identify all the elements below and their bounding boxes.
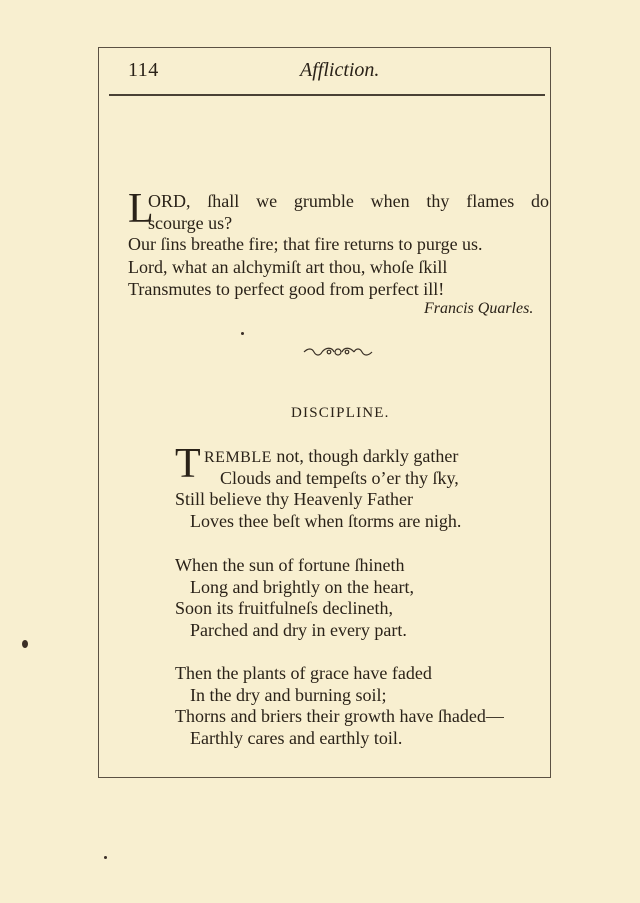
ink-speck <box>104 856 107 859</box>
poem-line: When the sun of fortune ſhineth <box>175 555 405 575</box>
page-number: 114 <box>128 59 159 81</box>
poem-line: Transmutes to perfect good from perfect ill! <box>128 279 445 299</box>
poem-line: Soon its fruitfulneſs declineth, <box>175 598 393 618</box>
poem-line: Then the plants of grace have faded <box>175 663 432 683</box>
small-caps-word: REMBLE <box>204 449 272 466</box>
drop-cap: T <box>175 441 201 487</box>
ink-speck <box>22 640 28 648</box>
poem-line: Loves thee beſt when ſtorms are nigh. <box>190 511 462 531</box>
poem-line: Parched and dry in every part. <box>190 620 407 640</box>
poem-line: Earthly cares and earthly toil. <box>190 728 403 748</box>
poem-attribution: Francis Quarles. <box>424 300 534 317</box>
running-head: Affliction. <box>300 59 380 81</box>
drop-cap: L <box>128 186 154 232</box>
poem-line <box>204 445 458 469</box>
section-title: DISCIPLINE. <box>291 405 390 421</box>
fleuron-ornament-icon <box>302 345 374 357</box>
poem-line: Long and brightly on the heart, <box>190 577 414 597</box>
header-rule <box>109 94 545 96</box>
poem-line: ORD, ſhall we grumble when thy flames do <box>148 191 549 211</box>
poem-line-text: not, though darkly gather <box>271 446 459 466</box>
poem-line: Still believe thy Heavenly Father <box>175 489 413 509</box>
ink-speck <box>241 332 244 335</box>
poem-line: scourge us? <box>148 213 233 233</box>
poem-line: Thorns and briers their growth have ſhaded— <box>175 706 504 726</box>
poem-line: Our ſins breathe fire; that fire returns to purge us. <box>128 234 483 254</box>
poem-line: Lord, what an alchymiſt art thou, whoſe ſkill <box>128 257 448 277</box>
poem-line: Clouds and tempeſts o’er thy ſky, <box>220 468 459 488</box>
poem-line: In the dry and burning soil; <box>190 685 387 705</box>
